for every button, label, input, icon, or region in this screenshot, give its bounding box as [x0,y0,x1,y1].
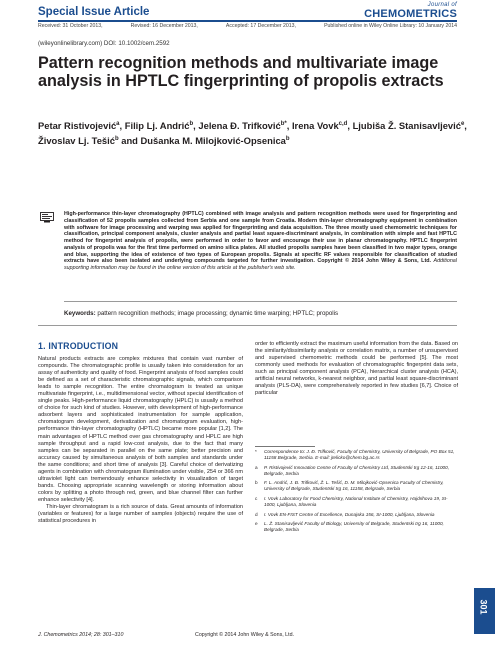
journal-logo-top: Journal of [427,2,457,8]
article-title: Pattern recognition methods and multivariate image analysis in HPTLC fingerprinting of propolis extracts [38,54,444,90]
author-name: Ljubiša Ž. Stanisavljević [352,120,461,132]
intro-paragraph-1: Natural products extracts are complex mixtures that contain vast number of compounds. The chromatographic profile is usually taken into consideration for an assay of authenticity and quality of food. Fingerprint analysis of food samples could be defined as a set of characteristic chromatographic signals, which comparison leads to sample recognition. The entire chromatogram is treated as unique multivariate fingerprint, i.e., multidimensional vector, without special identification of single peaks. High-performance liquid chromatography (HPLC) is usually a method of choice for such kind of studies. However, with development of high-performance adsorbent layers and sophisticated instrumentation for sample application, chromatogram development, derivatization and chromatogram evaluation, high-performance thin-layer chromatography (HPTLC) became more popular [1,2]. The main advantages of HPTLC method over gas chromatography and HPLC are high sample throughput and a rapid low-cost analysis, due to the fact that many samples can be separated in parallel on the same plate; better precision and accuracy caused by simultaneous analysis of both samples and standards under the same conditions; and short time of analysis [3]. Careful choice of derivatizing agents in combination with chromatogram illumination under visible, 254 or 366 nm ultraviolet light can tremendously enhance selectivity in visualization of target bands. Choosing appropriate scanning wavelength or storing information about colors by splitting a photo through red, green, and blue channel filter can further enhance selectivity [4]. [38,356,243,503]
footnote-item [255,480,458,492]
footnote-mark: e [255,521,258,527]
article-summary-icon [40,212,54,223]
footnote-text: I. Vovk EN-FIST Centre of Excellence, Dunajska 156, SI-1000, Ljubljana, Slovenia [264,511,435,517]
author-separator: and [118,134,138,146]
footer-copyright: Copyright © 2014 John Wiley & Sons, Ltd. [195,632,295,638]
keywords-line [64,310,338,317]
supporting-info-note: Additional supporting information may be found in the online version of this article at the publisher's web site. [64,258,457,271]
footnote-item [255,465,458,477]
doi-line: (wileyonlinelibrary.com) DOI: 10.1002/cem.2592 [38,40,170,47]
author-affiliation-mark: a [116,121,120,127]
author-affiliation-mark: b [285,135,290,142]
author-name: Irena Vovk [291,120,339,132]
keywords-top-rule [64,301,457,302]
left-column [38,356,243,525]
author-affiliation-mark: b* [280,121,287,127]
footnote-text: F. L. Andrić, J. Đ. Trifković, Ž. L. Tešić, D. M. Milojković-Opsenica Faculty of Chemistry, University of Belgrade, Studentski trg 16, 11158, Belgrade, Serbia [264,480,444,492]
journal-logo [364,2,457,20]
author-affiliation-mark: b [114,135,119,142]
intro-continuation: order to efficiently extract the maximum useful information from the data. Based on the similarity/dissimilarity analysis or correlation matrix, a number of unsupervised and supervised chemometric methods could be performed [5]. The most commonly used methods for evaluation of chromatographic fingerprint data sets, such as principal component analysis (PCA), hierarchical cluster analysis (HCA), artificial neural networks, k-nearest neighbor, and partial least square-discriminant analysis (PLS-DA), were comprehensively reported in few studies [6,7]. Choice of particular [255,341,458,397]
author-affiliation-mark: b [189,121,194,127]
page-number: 301 [478,599,489,615]
author-name: Filip Lj. Andrić [124,120,190,132]
author-name: Petar Ristivojević [38,120,117,132]
abstract-text: High-performance thin-layer chromatography (HPTLC) combined with image analysis and pattern recognition methods were used for fingerprinting and classification of 52 propolis samples collected from Serbia and one sample from Croatia. Modern thin-layer chromatography equipment in combination with software for image processing and warping was applied for fingerprinting and data acquisition. The three mostly used chemometric techniques for classification, principal component analysis, cluster analysis and partial least square-discriminant analysis, in combination with simple and fast HPTLC method for fingerprint analysis of propolis, were performed in order to favor and encourage their use in planar chromatography. HPTLC fingerprint analysis of propolis was for the first time performed on amino silica plates. All studied propolis samples have been classified in two major types, orange and blue, supporting the idea of existence of two types of European propolis. Signals at specific RF values responsible for classification of studied extracts have also been isolated and underlying compounds targeted for further investigation. Copyright © 2014 John Wiley & Sons, Ltd. [64,211,457,265]
author-affiliation-mark: c,d [338,121,348,127]
article-type-label: Special Issue Article [38,6,150,18]
journal-logo-name: CHEMOMETRICS [364,8,457,20]
right-column [255,341,458,397]
author-name: Živoslav Lj. Tešić [38,134,115,146]
footnote-mark: * [255,449,257,454]
journal-citation: J. Chemometrics 2014; 28: 301–310 [38,632,124,638]
footnote-item [255,512,458,518]
footnote-text: Correspondence to: J. Đ. Trifković, Faculty of Chemistry, University of Belgrade, PO Box 51, 11158 Belgrade, Serbia. E-mail: jtelicko@chem.bg.ac.rs [264,449,455,461]
footnote-mark: a [255,464,258,470]
footnote-item [255,449,458,461]
author-name: Dušanka M. Milojković-Opsenica [140,134,286,146]
abstract [64,211,457,272]
page-number-tab [474,588,495,634]
author-separator: , [347,120,353,132]
author-affiliation-mark: e [460,121,465,127]
revised-date: Revised: 16 December 2013, [130,23,198,29]
author-name: Jelena Đ. Trifković [198,120,281,132]
footnote-text: L. Ž. Stanisavljević Faculty of Biology, University of Belgrade, Studentski trg 16, 11000, Belgrade, Serbia [264,521,444,533]
footnote-mark: d [255,511,258,517]
footnote-item [255,496,458,508]
author-list [38,118,468,147]
author-separator: , [286,120,290,132]
publication-dates [38,23,457,29]
keywords-label: Keywords: [64,310,96,317]
author-separator: , [119,120,125,132]
keywords-text: pattern recognition methods; image processing; dynamic time warping; HPTLC; propolis [97,310,339,317]
affiliations [255,449,458,537]
header-divider [38,20,457,22]
footnote-item [255,521,458,533]
author-separator: , [464,120,467,132]
accepted-date: Accepted: 17 December 2013, [225,23,296,29]
received-date: Received: 31 October 2013, [38,23,103,29]
footnote-mark: b [255,480,258,486]
section-heading: 1. INTRODUCTION [38,341,119,351]
intro-paragraph-2: Thin-layer chromatogram is a rich source of data. Great amounts of information (variables or features) for a large number of samples (objects) require the use of statistical procedures in [38,503,243,525]
footnote-text: P. Ristivojević Innovation Centre of Faculty of Chemistry Ltd, Studentski trg 12-16, 11000, Belgrade, Serbia [264,464,450,476]
author-separator: , [193,120,199,132]
published-date: Published online in Wiley Online Library: 10 January 2014 [324,23,457,29]
footnote-mark: c [255,496,258,502]
footnote-rule [255,446,315,447]
keywords-bottom-rule [38,325,457,326]
footnote-text: I. Vovk Laboratory for Food Chemistry, National Institute of Chemistry, Hajdrihova 19, SI-1000, Ljubljana, Slovenia [264,496,448,508]
